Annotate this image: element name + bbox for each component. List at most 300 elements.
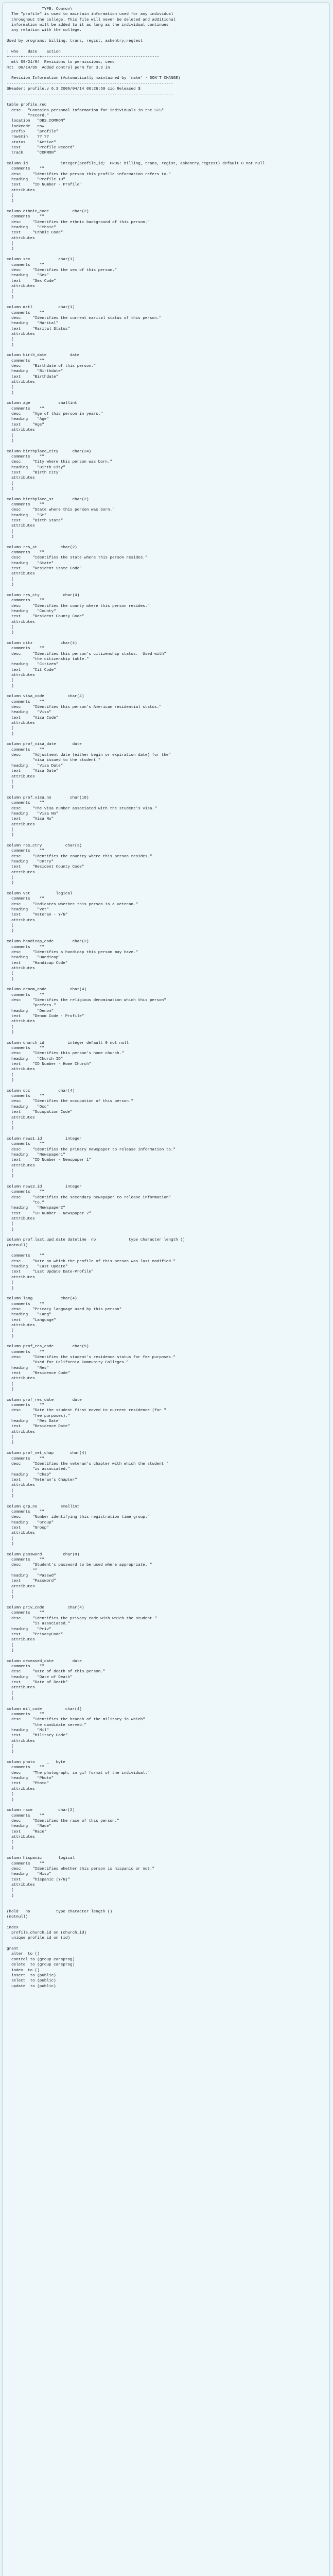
document-line: insert to (public) <box>7 1973 56 1978</box>
document-line: comments "" <box>7 1713 44 1717</box>
document-line: ) <box>7 1126 14 1131</box>
document-line <box>7 492 325 497</box>
document-line: ) <box>7 391 14 395</box>
document-line <box>7 1291 325 1296</box>
document-line: heading "Handicap" <box>7 956 61 960</box>
document-line: ) <box>7 1078 14 1083</box>
document-line: comments "" <box>7 1558 44 1563</box>
document-line <box>7 71 325 76</box>
document-line: text "Last Update Date-Profile" <box>7 1270 94 1275</box>
document-line: text "PrivacyCode" <box>7 1632 63 1637</box>
document-line: text "Sex Code" <box>7 279 56 283</box>
document-line: heading "Date of Death" <box>7 1675 73 1680</box>
document-line: prefix "profile" <box>7 129 59 134</box>
document-line: heading "Occ" <box>7 1105 49 1109</box>
document-line: ( <box>7 1744 14 1749</box>
document-line: desc "Identifies this person's home church." <box>7 1052 124 1056</box>
document-line: column news1_id integer <box>7 1137 82 1141</box>
document-line: heading "Lang" <box>7 1313 51 1317</box>
document-line: text "Photo" <box>7 1782 49 1786</box>
document-line <box>7 252 325 257</box>
document-line: heading "Birth City" <box>7 465 65 470</box>
document-line: column mil_code char(4) <box>7 1707 82 1711</box>
document-line <box>7 1547 325 1552</box>
document-line: attributes <box>7 284 35 289</box>
document-line: attributes <box>7 428 35 433</box>
document-line <box>7 1248 325 1253</box>
document-line: ) <box>7 438 14 443</box>
document-line: heading "Vet" <box>7 908 49 912</box>
document-line: column grp_no smallint <box>7 1504 80 1509</box>
document-line: text "Birthdate" <box>7 375 59 379</box>
document-line <box>7 1941 325 1946</box>
document-line: comments "" <box>7 263 44 267</box>
document-line: text "Group" <box>7 1526 49 1530</box>
document-line: (notnull) <box>7 1915 28 1920</box>
document-line: column res_cty char(4) <box>7 593 80 598</box>
document-line: attributes <box>7 1275 35 1280</box>
document-line: heading "Birthdate" <box>7 369 63 374</box>
document-line: Revision Information (Automatically maintained by 'make' - DON'T CHANGE) <box>7 76 181 81</box>
document-line: heading "Res Date" <box>7 1419 61 1424</box>
document-line: ( <box>7 1281 14 1285</box>
document-line: heading "Sex" <box>7 274 49 278</box>
document-line: ( <box>7 726 14 731</box>
document-line: column prof_vet_chap char(4) <box>7 1451 86 1456</box>
document-line: comments "" <box>7 1350 44 1354</box>
document-line: attributes <box>7 1377 35 1381</box>
document-line: text "Handicap Code" <box>7 961 68 965</box>
document-line: attributes <box>7 572 35 577</box>
document-line: mtt 06/14/95 Added control perm for 3.3 in <box>7 65 110 70</box>
document-line <box>7 982 325 987</box>
document-line: ( <box>7 1435 14 1440</box>
document-line: text "ID Number - Newspaper 2" <box>7 1211 92 1216</box>
document-line <box>7 348 325 353</box>
document-line: comments "" <box>7 1142 44 1147</box>
document-line: desc "Identifies the veteran's chapter with which the student " <box>7 1462 169 1466</box>
document-line: ( <box>7 1643 14 1648</box>
document-line: ( <box>7 1121 14 1125</box>
document-line: comments "" <box>7 1456 44 1461</box>
document-line: heading "Res" <box>7 1366 49 1370</box>
document-line: text "Occupation Code" <box>7 1110 73 1115</box>
document-line: attributes <box>7 1483 35 1488</box>
document-line: heading "Chap" <box>7 1472 51 1477</box>
document-line: TYPE: Common\ <box>7 7 73 11</box>
document-line: desc "Identifies a handicap this person may have." <box>7 950 138 955</box>
document-line: ) <box>7 1174 14 1179</box>
document-line: column id integer(profile_id; PROG: billing, trans, regist, askentry,regtest) default 0 not null <box>7 161 265 166</box>
document-line: text "Military Code" <box>7 1734 68 1738</box>
document-line: text "ID Number - Home Church" <box>7 1062 92 1067</box>
document-line: column vet logical <box>7 892 73 896</box>
document-line: The "profile" is used to maintain information used for any individual <box>7 12 173 17</box>
document-line: heading "Visa" <box>7 710 51 715</box>
document-line: heading "Priv" <box>7 1627 51 1632</box>
document-line: text "Visa No" <box>7 817 54 822</box>
document-line: heading "Visa Date" <box>7 764 63 768</box>
document-line: throughout the college. This file will never be deleted and additional <box>7 18 176 22</box>
document-line: comments "" <box>7 1403 44 1408</box>
document-line: text "hispanic (Y/N)" <box>7 1877 71 1882</box>
document-line: attributes <box>7 476 35 481</box>
document-line: text "Veteran - Y/N" <box>7 913 68 918</box>
document-line: attributes <box>7 1739 35 1743</box>
document-line: heading "Profile ID" <box>7 178 65 182</box>
document-line: desc "Identifies the privacy code with which the student " <box>7 1616 157 1621</box>
document-line: comments "" <box>7 311 44 315</box>
document-line: column sex char(1) <box>7 258 75 262</box>
document-line: attributes <box>7 1217 35 1222</box>
document-line: | who date action <box>7 49 61 54</box>
document-line: comments "" <box>7 167 44 172</box>
document-line <box>7 1131 325 1137</box>
document-line: ) <box>7 1798 14 1802</box>
document-line: comments "" <box>7 1664 44 1669</box>
document-line: attributes <box>7 620 35 624</box>
document-line: ( <box>7 385 14 390</box>
document-line: ) <box>7 785 14 790</box>
document-line <box>7 300 325 305</box>
document-line: heading "State" <box>7 561 54 566</box>
document-line: column deceased_date date <box>7 1659 82 1664</box>
document-line: comments "" <box>7 1814 44 1818</box>
document-line: column race char(2) <box>7 1808 75 1813</box>
document-text <box>3 3 329 1993</box>
document-line <box>7 1179 325 1184</box>
document-line: comments "" <box>7 801 44 806</box>
document-line: comments "" <box>7 359 44 363</box>
document-line: comments "" <box>7 406 44 411</box>
document-line: column mrtl char(1) <box>7 306 75 310</box>
document-line: ( <box>7 337 14 342</box>
document-line: attributes <box>7 236 35 241</box>
document-line: ) <box>7 631 14 635</box>
document-line <box>7 1851 325 1856</box>
document-line: column lang char(4) <box>7 1297 77 1301</box>
document-line: ) <box>7 929 14 934</box>
document-line: text "Visa Code" <box>7 716 59 720</box>
document-line: ----------------------------------------------------------------------- <box>7 92 173 97</box>
document-line: ) <box>7 1696 14 1701</box>
document-line: attributes <box>7 1531 35 1536</box>
document-line <box>7 1803 325 1808</box>
document-line: comments "" <box>7 215 44 219</box>
document-line: desc "Date of death of this person." <box>7 1670 106 1674</box>
document-line: desc "Identifies the state where this person resides." <box>7 556 148 561</box>
document-line: ( <box>7 625 14 630</box>
document-line: desc "Identifies the person this profile information refers to." <box>7 172 171 177</box>
document-line: ) <box>7 1494 14 1498</box>
document-line <box>7 689 325 694</box>
document-line: comments "" <box>7 1766 44 1770</box>
document-line: +-----+-------+-------------------------------------------------- <box>7 55 160 60</box>
document-line: ( <box>7 1840 14 1845</box>
document-line: "is associated." <box>7 1622 71 1626</box>
document-line: ) <box>7 1648 14 1653</box>
document-line <box>7 737 325 742</box>
document-line: ( <box>7 1488 14 1493</box>
document-line: heading "Cntry" <box>7 860 54 864</box>
document-line: rowsmin ?? ?? <box>7 135 49 140</box>
document-line: comments "" <box>7 849 44 854</box>
document-line: ) <box>7 1440 14 1445</box>
document-line: ( <box>7 290 14 294</box>
document-line: ( <box>7 1025 14 1029</box>
document-line <box>7 1232 325 1238</box>
document-line: ( <box>7 1382 14 1386</box>
document-line: desc "Contains personal information for individuals in the SIS" <box>7 108 164 113</box>
document-line: heading "Visa No" <box>7 811 59 816</box>
document-line: comments "" <box>7 1611 44 1616</box>
document-line: attributes <box>7 918 35 923</box>
document-line: column visa_code char(4) <box>7 694 84 699</box>
document-line: desc "Identifies the branch of the military in which" <box>7 1718 145 1722</box>
document-line: text "Resident County Code" <box>7 865 84 870</box>
document-line: ) <box>7 1030 14 1035</box>
document-line <box>7 97 325 103</box>
document-line: column prof_visa_no char(10) <box>7 795 89 800</box>
document-line <box>7 396 325 401</box>
document-line: "" <box>7 1568 38 1573</box>
document-line: heading "Passwd" <box>7 1574 56 1579</box>
document-line: attributes <box>7 1584 35 1589</box>
document-line: heading "Newspaper1" <box>7 1153 65 1157</box>
document-line: text "Resident County Code" <box>7 615 84 619</box>
document-line: attributes <box>7 1067 35 1072</box>
document-line: comments "" <box>7 1046 44 1051</box>
document-line <box>7 1653 325 1658</box>
document-line: location "DBS_COMMON" <box>7 119 65 124</box>
document-line: comments "" <box>7 700 44 704</box>
document-line: status "Active" <box>7 140 56 145</box>
document-line: select to (public) <box>7 1979 56 1984</box>
document-line: ( <box>7 1222 14 1227</box>
document-line <box>7 33 325 39</box>
document-line: heading "St" <box>7 513 47 518</box>
document-line: heading "Group" <box>7 1520 54 1525</box>
document-line: desc "Identifies the county where this person resides." <box>7 604 150 608</box>
document-line: text "Residence Code" <box>7 1371 71 1376</box>
document-line: desc "Date the student first moved to current residence (for " <box>7 1409 166 1413</box>
document-line <box>7 1035 325 1040</box>
document-line <box>7 1600 325 1605</box>
document-line: ----------------------------------------------------------------------- <box>7 81 173 86</box>
document-line: column prof_visa_date date <box>7 742 82 747</box>
document-line: heading "Mil" <box>7 1728 49 1733</box>
document-line <box>7 444 325 449</box>
document-line: desc "Adjustment date (either begin or expiration date) for the" <box>7 753 171 758</box>
document-line: update to (public) <box>7 1984 56 1989</box>
document-line: ) <box>7 1387 14 1392</box>
document-line: attributes <box>7 1787 35 1791</box>
document-line: text "Veteran's Chapter" <box>7 1478 77 1482</box>
document-line: column birthplace_city char(24) <box>7 449 92 454</box>
document-line: ( <box>7 924 14 928</box>
document-line: ) <box>7 732 14 736</box>
document-line: ( <box>7 1792 14 1797</box>
document-line: column birth_date date <box>7 353 80 358</box>
document-line: column news2_id integer <box>7 1184 82 1189</box>
document-line: comments "" <box>7 599 44 603</box>
document-line <box>7 587 325 592</box>
document-line <box>7 1446 325 1451</box>
document-line: text "Denom Code - Profile" <box>7 1014 84 1019</box>
document-line: ) <box>7 833 14 838</box>
document-line: column ethnic_code char(2) <box>7 210 89 214</box>
document-line: "the citizenship table." <box>7 657 89 662</box>
document-line: comments "" <box>7 993 44 997</box>
document-line: desc "Birthdate of this person." <box>7 364 96 369</box>
document-line: ) <box>7 343 14 347</box>
document-line: comments "" <box>7 945 44 950</box>
document-line: ( <box>7 827 14 832</box>
document-line: text "Profile Record" <box>7 145 75 150</box>
document-line <box>7 1904 325 1909</box>
document-line: text "Birth City" <box>7 470 61 475</box>
document-line: attributes <box>7 332 35 336</box>
document-line: desc "Identifies the secondary newspaper to release information" <box>7 1195 171 1200</box>
document-line: (hold no type character length () <box>7 1909 113 1914</box>
document-line: desc "Identifies the current marital status of this person." <box>7 316 162 320</box>
document-line: ) <box>7 247 14 251</box>
document-line: ) <box>7 583 14 587</box>
document-line: desc "Identifies the sex of this person." <box>7 268 117 273</box>
document-line: ( <box>7 1536 14 1541</box>
document-line: heading "Ethnic" <box>7 226 56 230</box>
document-line: desc "Identifies the religious denomination which this person" <box>7 998 166 1003</box>
document-line: text "Language" <box>7 1318 56 1323</box>
document-line: "the candidate served." <box>7 1723 86 1727</box>
document-line <box>7 1392 325 1397</box>
document-line: comments "" <box>7 1190 44 1195</box>
document-line: control to (group carsprog) <box>7 1957 75 1962</box>
document-line: text "ID Number - Profile" <box>7 183 82 188</box>
document-line <box>7 44 325 49</box>
document-line <box>7 1339 325 1344</box>
document-line: ( <box>7 433 14 438</box>
document-line <box>7 539 325 545</box>
document-line: attributes <box>7 1638 35 1642</box>
document-line: ( <box>7 194 14 198</box>
document-line: heading "Race" <box>7 1824 51 1829</box>
document-line: attributes <box>7 1323 35 1328</box>
document-line: comments "" <box>7 551 44 555</box>
document-line: ) <box>7 684 14 688</box>
document-line: ) <box>7 199 14 204</box>
document-line: "is associated." <box>7 1467 71 1472</box>
document-line: heading "Hisp" <box>7 1872 51 1877</box>
document-line: column prof_res_code char(5) <box>7 1345 89 1349</box>
document-line: ) <box>7 1227 14 1232</box>
document-line: column prof_res_date date <box>7 1398 82 1402</box>
document-line: comments "" <box>7 647 44 651</box>
document-line: Used by programs: billing, trans, regist, askentry,regtest <box>7 39 143 44</box>
document-line: desc "Identifies this person's citizenship status. Used with" <box>7 652 166 656</box>
document-line: ) <box>7 535 14 539</box>
document-line: comments "" <box>7 1254 44 1259</box>
document-line: desc "Identifies the primary newspaper to release information to." <box>7 1147 176 1152</box>
document-line: ( <box>7 972 14 976</box>
document-line: column prof_last_upd_date datetime no type character length () <box>7 1238 185 1243</box>
document-line: comments "" <box>7 1510 44 1514</box>
document-line: comments "" <box>7 502 44 507</box>
document-line: heading "Photo" <box>7 1776 54 1781</box>
document-line <box>7 934 325 939</box>
document-line: ) <box>7 1893 14 1898</box>
document-line <box>7 1755 325 1760</box>
document-line: desc "The photograph, in gif format of the individual." <box>7 1771 150 1775</box>
document-line: mtt 09/21/94 Revisions to permissions, cend <box>7 60 115 65</box>
document-line: delete to (group carsprog) <box>7 1963 75 1968</box>
document-line: attributes <box>7 188 35 193</box>
document-line: $Header: profile.v 6.3 2006/04/14 06:26:50 cio Released $ <box>7 87 141 92</box>
document-line: comments "" <box>7 1094 44 1099</box>
document-line: ) <box>7 295 14 299</box>
document-line <box>7 204 325 209</box>
document-line: ( <box>7 1691 14 1696</box>
document-line: ( <box>7 1168 14 1173</box>
document-line: attributes <box>7 1430 35 1434</box>
document-line: heading "Last Update" <box>7 1265 68 1269</box>
document-line <box>7 1083 325 1088</box>
document-line <box>7 1701 325 1706</box>
document-line: column citz char(4) <box>7 641 77 646</box>
document-window <box>2 2 330 2576</box>
document-line: column age smallint <box>7 401 77 406</box>
document-line: text "Age" <box>7 422 44 427</box>
document-line <box>7 886 325 891</box>
document-line: attributes <box>7 673 35 677</box>
document-line: text "Marital Status" <box>7 327 71 331</box>
document-line: desc "Primary language used by this person" <box>7 1307 122 1312</box>
document-line: desc "Identifies whether this person is hispanic or not." <box>7 1867 155 1871</box>
document-line: ) <box>7 1845 14 1850</box>
document-line: desc "Number identifying this registration time group." <box>7 1515 150 1520</box>
document-line: text "ID Number - Newspaper 1" <box>7 1158 92 1163</box>
document-line: ( <box>7 242 14 246</box>
document-line: desc "Date on which the profile of this person was last modified." <box>7 1259 176 1264</box>
document-line: grant <box>7 1947 19 1952</box>
document-line: column priv_code char(4) <box>7 1606 84 1611</box>
document-line: any relation with the college. <box>7 28 82 33</box>
document-line: attributes <box>7 721 35 726</box>
document-line <box>7 1499 325 1504</box>
document-line: desc "Identifies this person's American residential status." <box>7 705 162 710</box>
document-line: ) <box>7 1750 14 1754</box>
document-line: column hispanic logical <box>7 1856 75 1861</box>
document-line <box>7 790 325 795</box>
document-line: attributes <box>7 870 35 875</box>
document-line: "prefers." <box>7 1004 56 1008</box>
document-line: ) <box>7 1542 14 1546</box>
document-line: "Used for California Community Colleges." <box>7 1361 129 1365</box>
document-line: ) <box>7 977 14 981</box>
document-line: desc "Identifies the student's residence status for fee purposes." <box>7 1355 176 1360</box>
document-line: text "Birth State" <box>7 519 63 523</box>
document-line: attributes <box>7 1883 35 1887</box>
document-line: index to () <box>7 1968 40 1973</box>
document-line: column denom_code char(4) <box>7 988 86 992</box>
document-line <box>7 838 325 843</box>
document-line: desc "Indicates whether this person is a veteran." <box>7 902 138 907</box>
document-line: column handicap_code char(2) <box>7 940 89 944</box>
document-line: column occ char(4) <box>7 1089 75 1093</box>
document-line: comments "" <box>7 748 44 752</box>
document-line: profile_church_id on (church_id) <box>7 1931 86 1936</box>
document-line: column res_st char(2) <box>7 545 77 550</box>
